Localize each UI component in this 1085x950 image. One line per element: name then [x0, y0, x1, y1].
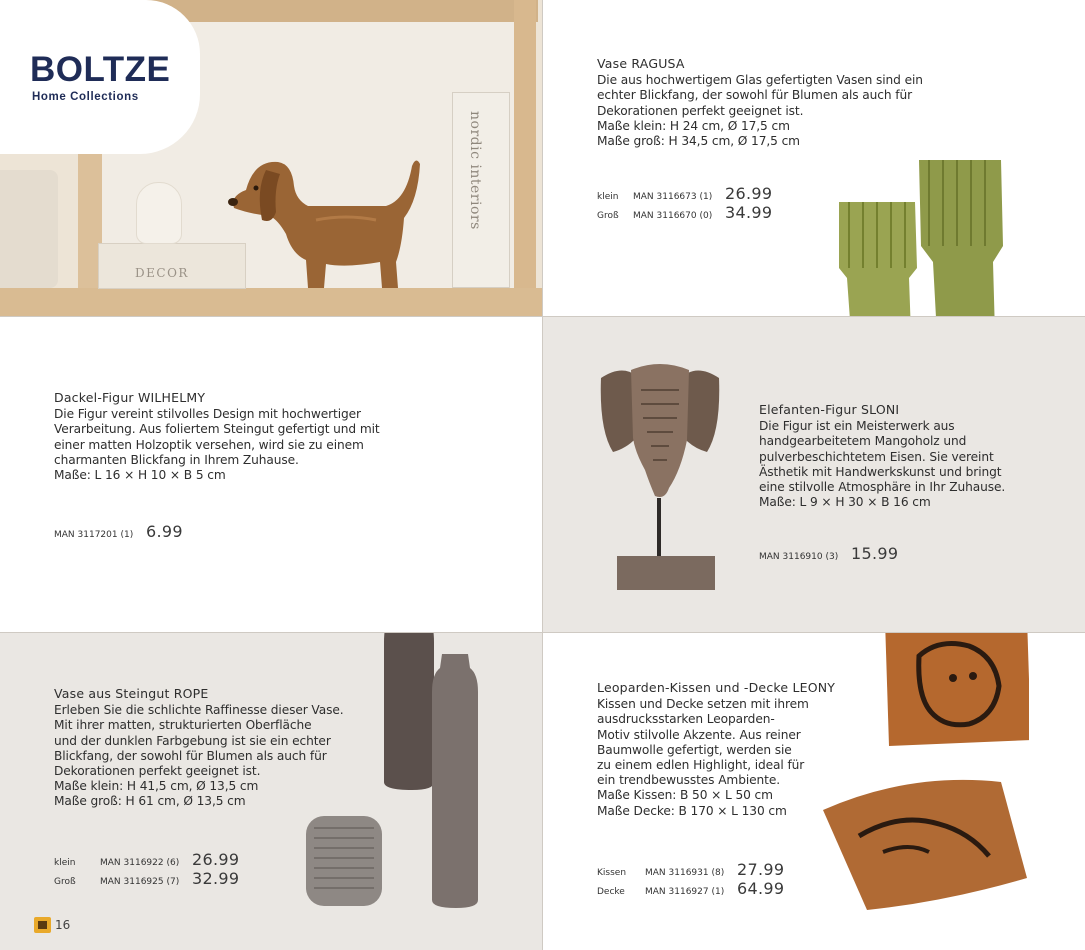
price-row [597, 184, 772, 203]
sloni-dimensions: Maße: L 9 × H 30 × B 16 cm [759, 495, 931, 510]
product-sloni [543, 316, 1085, 632]
ragusa-text [597, 56, 977, 149]
ragusa-price-table [597, 184, 772, 222]
price-row [54, 850, 239, 869]
sloni-title: Elefanten-Figur SLONI [759, 402, 900, 417]
article-number: MAN 3116670 (0) [633, 211, 713, 221]
leony-price-table [597, 860, 784, 898]
ragusa-vases-image [833, 150, 1013, 316]
hero-photo-panel [0, 0, 543, 316]
price-value: 27.99 [737, 860, 785, 879]
sloni-price-table [759, 544, 898, 563]
price-variant: klein [597, 192, 619, 202]
leony-description: Kissen und Decke setzen mit ihrem ausdrucksstarken Leoparden- Motiv stilvolle Akzente. Aus reiner Baumwolle gefertigt, werden sie zu einem edlen Highlight, ideal für ein trendbewusstes Ambiente. [597, 697, 809, 788]
price-variant: klein [54, 858, 76, 868]
price-value: 34.99 [725, 203, 773, 222]
ragusa-dimensions: Maße klein: H 24 cm, Ø 17,5 cm Maße groß: H 34,5 cm, Ø 17,5 cm [597, 118, 800, 149]
book-nordic-label: nordic interiors [467, 111, 483, 230]
rope-description: Erleben Sie die schlichte Raffinesse dieser Vase. Mit ihrer matten, strukturierten Oberfläche und der dunklen Farbgebung ist sie ein echter Blickfang, der sowohl für Blumen als auch für Dekorationen perfekt geeignet ist. [54, 703, 344, 779]
decor-pot [0, 170, 58, 288]
grid-divider-horizontal [0, 632, 1085, 633]
product-leony [543, 632, 1085, 950]
price-value: 15.99 [851, 544, 899, 563]
article-number: MAN 3116931 (8) [645, 868, 725, 878]
grid-divider-horizontal [0, 316, 1085, 317]
price-value: 64.99 [737, 879, 785, 898]
price-row [597, 879, 784, 898]
price-row [597, 203, 772, 222]
brand-subtitle: Home Collections [32, 91, 139, 103]
article-number: MAN 3116925 (7) [100, 877, 180, 887]
price-variant: Kissen [597, 868, 627, 878]
price-row [597, 860, 784, 879]
dackel-description: Die Figur vereint stilvolles Design mit hochwertiger Verarbeitung. Aus foliertem Steingut gefertigt und mit einer matten Holzoptik versehen, wird sie zu einem charmanten Blickfang in Ihrem Zuhause. [54, 407, 380, 467]
page-number [34, 917, 70, 933]
rope-title: Vase aus Steingut ROPE [54, 686, 209, 701]
price-value: 6.99 [146, 522, 183, 541]
elephant-figure-image [595, 360, 725, 600]
article-number: MAN 3117201 (1) [54, 530, 134, 540]
ragusa-title: Vase RAGUSA [597, 56, 685, 71]
article-number: MAN 3116910 (3) [759, 552, 839, 562]
article-number: MAN 3116927 (1) [645, 887, 725, 897]
small-white-vase [136, 182, 182, 244]
rope-vases-image [300, 632, 500, 922]
product-rope [0, 632, 543, 950]
dackel-text [54, 390, 454, 483]
price-row [54, 869, 239, 888]
price-row [54, 522, 183, 541]
brand-logo [0, 0, 200, 154]
brand-name: BOLTZE [30, 50, 171, 89]
book-nordic-interiors [452, 92, 510, 288]
price-variant: Decke [597, 887, 625, 897]
dachshund-figure-image [226, 150, 426, 295]
price-variant: Groß [54, 877, 76, 887]
price-value: 32.99 [192, 869, 240, 888]
dackel-dimensions: Maße: L 16 × H 10 × B 5 cm [54, 468, 226, 483]
rope-dimensions: Maße klein: H 41,5 cm, Ø 13,5 cm Maße groß: H 61 cm, Ø 13,5 cm [54, 779, 259, 809]
leony-dimensions: Maße Kissen: B 50 × L 50 cm Maße Decke: B 170 × L 130 cm [597, 788, 787, 818]
price-value: 26.99 [725, 184, 773, 203]
price-variant: Groß [597, 211, 619, 221]
product-dackel [0, 316, 543, 632]
sloni-text [759, 402, 1059, 510]
rope-price-table [54, 850, 239, 888]
sloni-description: Die Figur ist ein Meisterwerk aus handgearbeitetem Mangoholz und pulverbeschichtetem Eisen. Sie vereint Ästhetik mit Handwerkskunst und bringt eine stilvolle Atmosphäre in Ihr Zuhause. [759, 419, 1006, 495]
page-number-text: 16 [55, 918, 71, 932]
grid-divider-vertical [542, 0, 543, 950]
product-ragusa [543, 0, 1085, 316]
book-decor [98, 243, 246, 289]
ragusa-description: Die aus hochwertigem Glas gefertigten Vasen sind ein echter Blickfang, der sowohl für Blumen als auch für Dekorationen perfekt geeignet ist. [597, 73, 923, 118]
book-decor-label: DECOR [135, 266, 189, 280]
price-row [759, 544, 898, 563]
leopard-cushion-blanket-image [819, 632, 1029, 916]
shelf-right-board [514, 0, 536, 316]
price-value: 26.99 [192, 850, 240, 869]
leony-title: Leoparden-Kissen und -Decke LEONY [597, 680, 836, 695]
dackel-title: Dackel-Figur WILHELMY [54, 390, 206, 405]
article-number: MAN 3116922 (6) [100, 858, 180, 868]
article-number: MAN 3116673 (1) [633, 192, 713, 202]
catalog-page-icon [34, 917, 51, 933]
dackel-price-table [54, 522, 183, 541]
